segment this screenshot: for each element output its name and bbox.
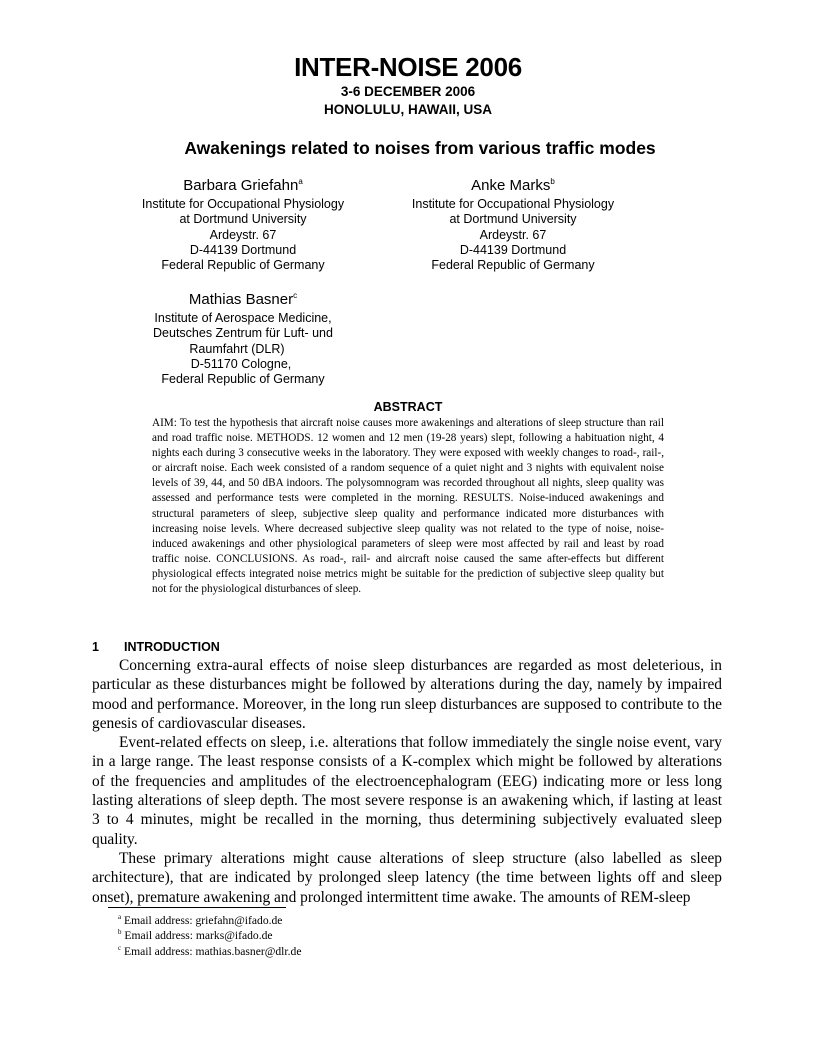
affiliation-line: Ardeystr. 67 <box>209 227 277 242</box>
footnote <box>118 944 301 959</box>
footnote-divider <box>108 907 286 908</box>
author-footnote-mark: b <box>550 177 555 186</box>
paragraph: Event-related effects on sleep, i.e. alterations that follow immediately the single noise event, vary in a large range. The least response consists of a K-complex which might be followed by alterations of the frequencies and amplitudes of the electroencephalogram (EEG) indicating more or less long lasting alterations of sleep depth. The most severe response is an awakening which, if lasting at least 3 to 4 minutes, might be recalled in the morning, thus determining subjectively evaluated sleep quality. <box>92 734 722 848</box>
footnotes <box>118 913 301 959</box>
author-name <box>128 290 358 309</box>
author-block-griefahn <box>128 176 358 273</box>
conference-date: 3-6 DECEMBER 2006 <box>340 84 476 99</box>
affiliation-line: D-51170 Cologne, <box>190 356 292 371</box>
affiliation-line: Federal Republic of Germany <box>161 372 325 387</box>
author-name-text: Anke Marks <box>471 177 551 194</box>
affiliation-line: Deutsches Zentrum für Luft- und <box>153 326 333 341</box>
introduction-body <box>92 656 722 907</box>
footnote-text: Email address: mathias.basner@dlr.de <box>124 944 302 958</box>
author-block-basner <box>128 290 358 387</box>
abstract-heading: ABSTRACT <box>373 400 443 414</box>
affiliation-line: at Dortmund University <box>449 212 577 227</box>
paper-title: Awakenings related to noises from various traffic modes <box>184 138 656 158</box>
footnote <box>118 928 301 943</box>
affiliation-line: at Dortmund University <box>179 212 307 227</box>
affiliation-line: D-44139 Dortmund <box>459 242 567 257</box>
paragraph: These primary alterations might cause alterations of sleep structure (also labelled as sleep architecture), that are indicated by prolonged sleep latency (the time between lights off and sleep onset), premature awakening and prolonged intermittent time awake. The amounts of REM-sleep <box>92 849 722 906</box>
author-name-text: Barbara Griefahn <box>183 177 299 194</box>
author-block-marks <box>398 176 628 273</box>
affiliation-line: Ardeystr. 67 <box>479 227 547 242</box>
affiliation-line: Federal Republic of Germany <box>431 258 595 273</box>
author-footnote-mark: c <box>293 291 298 300</box>
affiliation-line: D-44139 Dortmund <box>189 242 297 257</box>
footnote-mark: a <box>118 913 122 922</box>
affiliation-line: Raumfahrt (DLR) <box>189 341 285 356</box>
conference-location: HONOLULU, HAWAII, USA <box>324 102 492 117</box>
paragraph: Concerning extra-aural effects of noise sleep disturbances are regarded as most deleterious, in particular as these disturbances might be followed by alterations during the day, namely by impaired mood and performance. Moreover, in the long run sleep disturbances are supposed to contribute to the genesis of cardiovascular diseases. <box>92 657 722 732</box>
footnote-text: Email address: griefahn@ifado.de <box>124 914 283 927</box>
author-name <box>398 176 628 195</box>
affiliation-line: Institute for Occupational Physiology <box>411 197 615 211</box>
section-heading <box>92 640 220 654</box>
section-title: INTRODUCTION <box>124 640 220 654</box>
author-name <box>128 176 358 195</box>
footnote-text: Email address: marks@ifado.de <box>124 929 273 943</box>
footnote-mark: b <box>118 928 122 937</box>
conference-title: INTER-NOISE 2006 <box>294 52 522 82</box>
abstract-text: AIM: To test the hypothesis that aircraft noise causes more awakenings and alterations of sleep structure than rail and road traffic noise. METHODS. 12 women and 12 men (19-28 years) slept, following a habituation night, 4 nights each during 3 consecutive weeks in the laboratory. They were exposed with weekly changes to road-, rail-, or aircraft noise. Each week consisted of a random sequence of a quiet night and 3 nights with equivalent noise levels of 39, 44, and 50 dBA indoors. The polysomnogram was recorded throughout all nights, sleep quality was assessed and performance tests were completed in the morning. RESULTS. Noise-induced awakenings and structural parameters of sleep, subjective sleep quality and performance indicated more disturbances with increasing noise levels. Where decreased subjective sleep quality was not related to the type of noise, noise-induced awakenings and other physiological parameters of sleep were most affected by rail and least by road traffic noise. CONCLUSIONS. As road-, rail- and aircraft noise caused the same after-effects but different physiological effects integrated noise metrics might be suitable for the prediction of subjective sleep quality but not for the physiological disturbances of sleep. <box>152 417 664 596</box>
footnote <box>118 913 301 928</box>
affiliation-line: Institute of Aerospace Medicine, <box>154 311 332 325</box>
author-footnote-mark: a <box>298 177 303 186</box>
author-name-text: Mathias Basner <box>188 291 294 308</box>
affiliation-line: Federal Republic of Germany <box>161 258 325 273</box>
section-number: 1 <box>92 640 99 654</box>
footnote-mark: c <box>118 943 122 952</box>
affiliation-line: Institute for Occupational Physiology <box>141 197 345 211</box>
